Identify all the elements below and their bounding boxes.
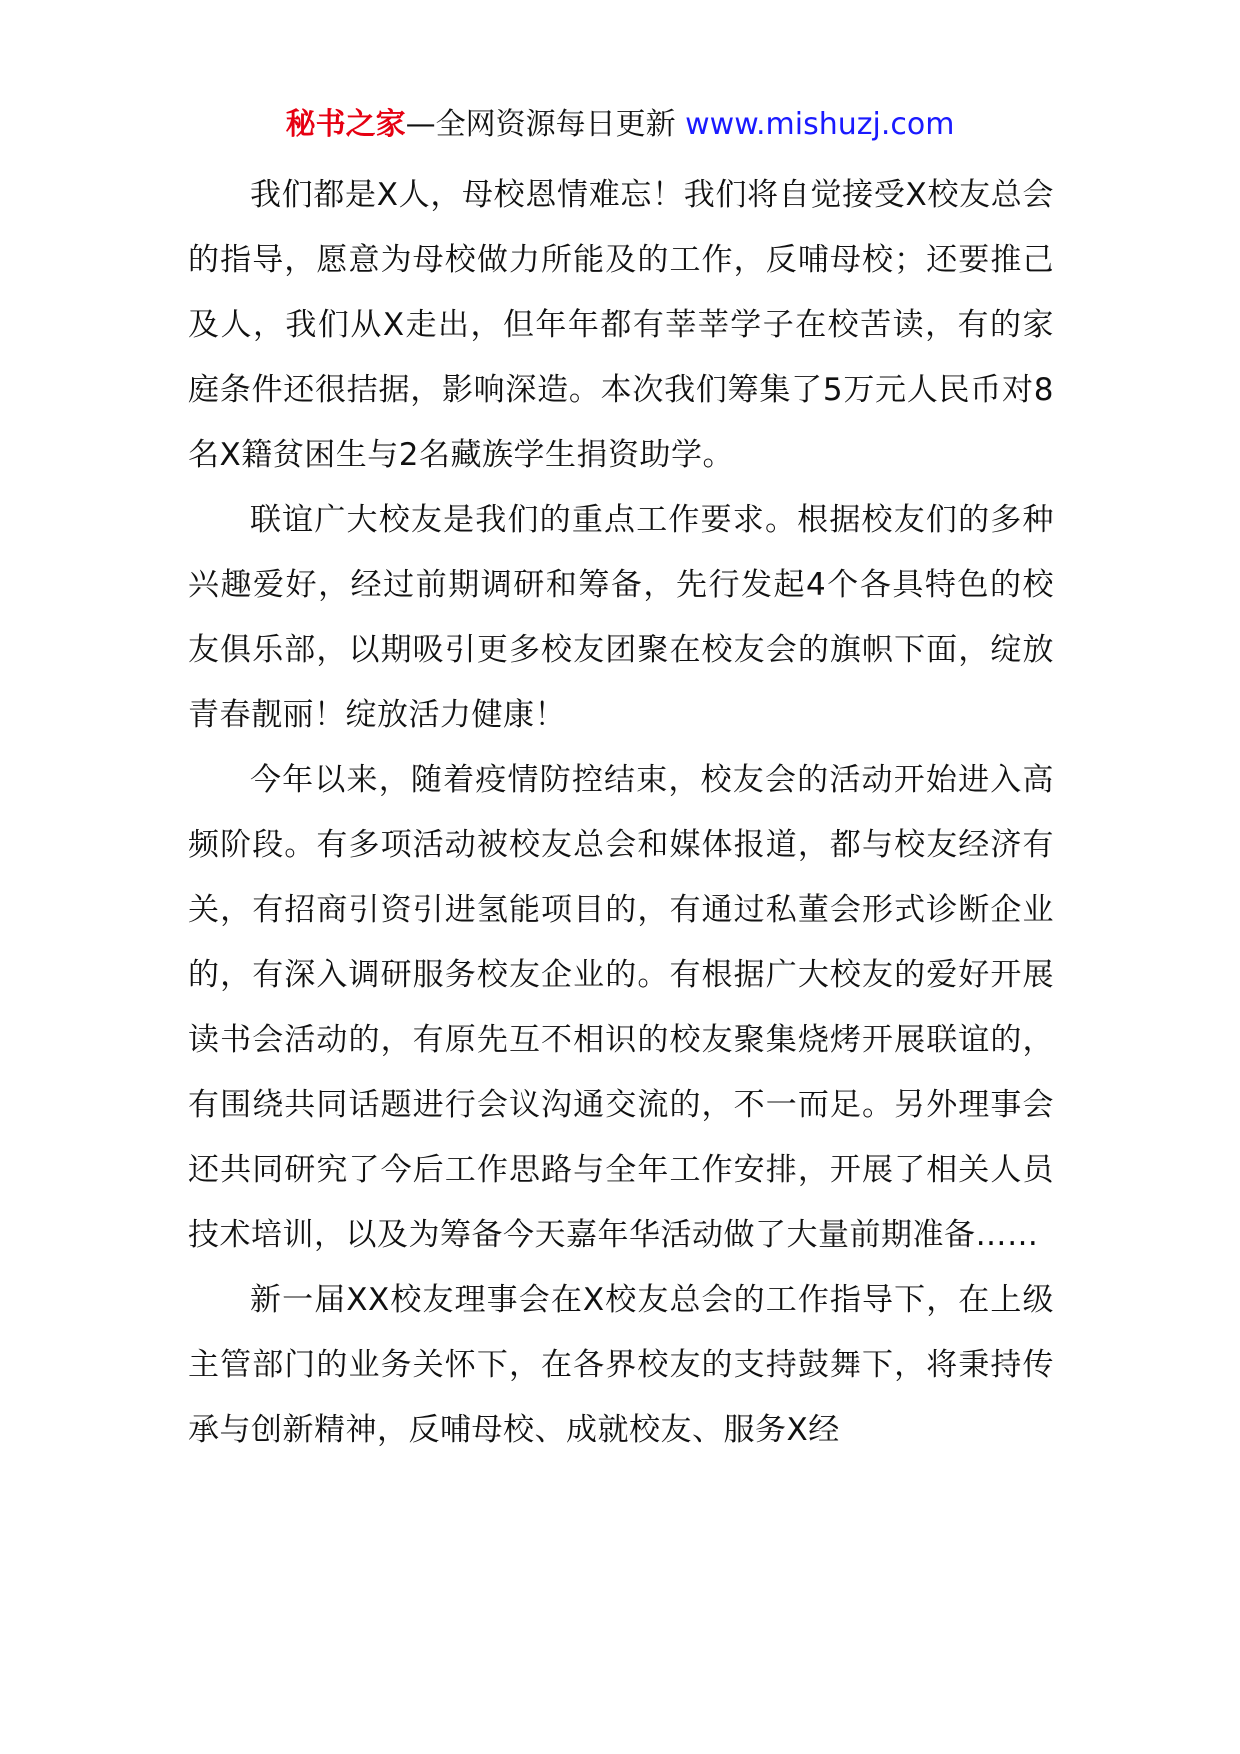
document-body xyxy=(188,163,1054,1463)
site-header xyxy=(0,103,1240,147)
paragraph-1: 我们都是X人，母校恩情难忘！我们将自觉接受X校友总会的指导，愿意为母校做力所能及的工作，反哺母校；还要推己及人，我们从X走出，但年年都有莘莘学子在校苦读，有的家庭条件还很拮据，影响深造。本次我们筹集了5万元人民币对8名X籍贫困生与2名藏族学生捐资助学。 xyxy=(188,177,1054,473)
paragraph-2: 联谊广大校友是我们的重点工作要求。根据校友们的多种兴趣爱好，经过前期调研和筹备，先行发起4个各具特色的校友俱乐部，以期吸引更多校友团聚在校友会的旗帜下面，绽放青春靓丽！绽放活力健康！ xyxy=(188,502,1054,733)
brand-name: 秘书之家 xyxy=(285,107,406,142)
header-slogan: —全网资源每日更新 xyxy=(405,107,676,142)
paragraph-4: 新一届XX校友理事会在X校友总会的工作指导下，在上级主管部门的业务关怀下，在各界校友的支持鼓舞下，将秉持传承与创新精神，反哺母校、成就校友、服务X经 xyxy=(188,1282,1054,1448)
paragraph-3: 今年以来，随着疫情防控结束，校友会的活动开始进入高频阶段。有多项活动被校友总会和媒体报道，都与校友经济有关，有招商引资引进氢能项目的，有通过私董会形式诊断企业的，有深入调研服务校友企业的。有根据广大校友的爱好开展读书会活动的，有原先互不相识的校友聚集烧烤开展联谊的，有围绕共同话题进行会议沟通交流的，不一而足。另外理事会还共同研究了今后工作思路与全年工作安排，开展了相关人员技术培训，以及为筹备今天嘉年华活动做了大量前期准备…… xyxy=(188,762,1054,1253)
site-url-link[interactable]: www.mishuzj.com xyxy=(685,107,955,142)
